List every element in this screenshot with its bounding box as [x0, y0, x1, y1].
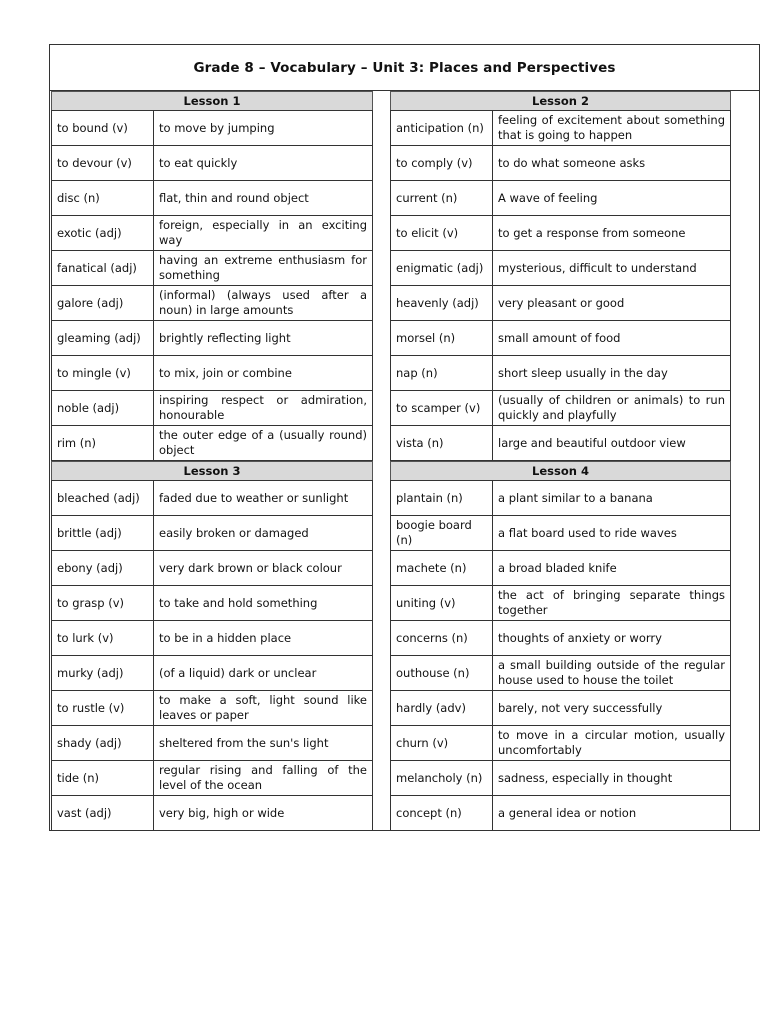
lesson-1-table	[51, 110, 373, 461]
vocab-word: shady (adj)	[52, 726, 154, 761]
vocab-definition: small amount of food	[493, 321, 731, 356]
lesson-3-header: Lesson 3	[51, 461, 373, 480]
vocab-word: plantain (n)	[391, 481, 493, 516]
lesson-3-table	[51, 480, 373, 831]
table-row	[52, 691, 373, 726]
vocab-word: outhouse (n)	[391, 656, 493, 691]
table-row	[391, 516, 731, 551]
table-row	[52, 656, 373, 691]
vocab-word: churn (v)	[391, 726, 493, 761]
vocab-word: enigmatic (adj)	[391, 251, 493, 286]
vocab-definition: a small building outside of the regular house used to house the toilet	[493, 656, 731, 691]
table-row	[52, 216, 373, 251]
vocab-word: to rustle (v)	[52, 691, 154, 726]
vocab-word: nap (n)	[391, 356, 493, 391]
vocab-word: current (n)	[391, 181, 493, 216]
vocab-definition: easily broken or damaged	[154, 516, 373, 551]
vocab-definition: brightly reflecting light	[154, 321, 373, 356]
vocab-word: tide (n)	[52, 761, 154, 796]
vocab-word: concerns (n)	[391, 621, 493, 656]
table-row	[391, 216, 731, 251]
table-row	[391, 356, 731, 391]
table-row	[52, 181, 373, 216]
vocab-definition: feeling of excitement about something that is going to happen	[493, 111, 731, 146]
vocab-word: to elicit (v)	[391, 216, 493, 251]
table-row	[52, 286, 373, 321]
vocab-word: uniting (v)	[391, 586, 493, 621]
lesson-2-header: Lesson 2	[390, 91, 731, 110]
vocab-word: boogie board (n)	[391, 516, 493, 551]
table-row	[52, 111, 373, 146]
table-row	[52, 391, 373, 426]
vocab-definition: sadness, especially in thought	[493, 761, 731, 796]
vocab-definition: to make a soft, light sound like leaves or paper	[154, 691, 373, 726]
vocab-definition: very pleasant or good	[493, 286, 731, 321]
vocab-definition: a broad bladed knife	[493, 551, 731, 586]
table-row	[391, 656, 731, 691]
vocab-definition: inspiring respect or admiration, honourable	[154, 391, 373, 426]
vocab-definition: barely, not very successfully	[493, 691, 731, 726]
table-row	[391, 726, 731, 761]
vocab-definition: to eat quickly	[154, 146, 373, 181]
vocab-word: gleaming (adj)	[52, 321, 154, 356]
page-title: Grade 8 – Vocabulary – Unit 3: Places and Perspectives	[50, 45, 759, 91]
vocab-word: vista (n)	[391, 426, 493, 461]
vocab-definition: to mix, join or combine	[154, 356, 373, 391]
table-row	[52, 621, 373, 656]
vocab-word: to bound (v)	[52, 111, 154, 146]
vocab-word: morsel (n)	[391, 321, 493, 356]
table-row	[391, 286, 731, 321]
table-row	[391, 391, 731, 426]
table-row	[391, 761, 731, 796]
table-row	[52, 516, 373, 551]
lesson-1-panel	[51, 91, 373, 461]
vocab-definition: (informal) (always used after a noun) in large amounts	[154, 286, 373, 321]
table-row	[391, 551, 731, 586]
vocab-word: fanatical (adj)	[52, 251, 154, 286]
lesson-4-panel	[390, 461, 731, 831]
vocab-word: disc (n)	[52, 181, 154, 216]
vocab-word: rim (n)	[52, 426, 154, 461]
vocab-definition: short sleep usually in the day	[493, 356, 731, 391]
vocab-word: to scamper (v)	[391, 391, 493, 426]
vocab-definition: a general idea or notion	[493, 796, 731, 831]
vocab-word: brittle (adj)	[52, 516, 154, 551]
vocab-definition: foreign, especially in an exciting way	[154, 216, 373, 251]
table-row	[52, 761, 373, 796]
lesson-1-header: Lesson 1	[51, 91, 373, 110]
vocab-definition: faded due to weather or sunlight	[154, 481, 373, 516]
vocab-word: concept (n)	[391, 796, 493, 831]
table-row	[52, 481, 373, 516]
table-row	[391, 181, 731, 216]
vocab-definition: very dark brown or black colour	[154, 551, 373, 586]
vocab-definition: regular rising and falling of the level of the ocean	[154, 761, 373, 796]
table-row	[391, 426, 731, 461]
vocab-definition: (usually of children or animals) to run quickly and playfully	[493, 391, 731, 426]
vocab-definition: to be in a hidden place	[154, 621, 373, 656]
vocab-definition: A wave of feeling	[493, 181, 731, 216]
vocab-definition: to move in a circular motion, usually uncomfortably	[493, 726, 731, 761]
vocab-definition: flat, thin and round object	[154, 181, 373, 216]
vocab-word: machete (n)	[391, 551, 493, 586]
vocab-word: bleached (adj)	[52, 481, 154, 516]
table-row	[391, 251, 731, 286]
vocab-definition: large and beautiful outdoor view	[493, 426, 731, 461]
vocab-definition: very big, high or wide	[154, 796, 373, 831]
vocab-definition: mysterious, difficult to understand	[493, 251, 731, 286]
vocab-word: heavenly (adj)	[391, 286, 493, 321]
vocab-definition: sheltered from the sun's light	[154, 726, 373, 761]
vocab-word: noble (adj)	[52, 391, 154, 426]
lesson-3-panel	[51, 461, 373, 831]
vocab-word: melancholy (n)	[391, 761, 493, 796]
vocab-word: anticipation (n)	[391, 111, 493, 146]
vocab-definition: the act of bringing separate things together	[493, 586, 731, 621]
vocab-definition: thoughts of anxiety or worry	[493, 621, 731, 656]
table-row	[52, 551, 373, 586]
vocab-definition: the outer edge of a (usually round) object	[154, 426, 373, 461]
vocab-word: to grasp (v)	[52, 586, 154, 621]
table-row	[52, 586, 373, 621]
table-row	[52, 146, 373, 181]
table-row	[391, 111, 731, 146]
lesson-4-table	[390, 480, 731, 831]
table-row	[391, 586, 731, 621]
vocab-definition: a plant similar to a banana	[493, 481, 731, 516]
vocab-word: to devour (v)	[52, 146, 154, 181]
vocab-definition: to take and hold something	[154, 586, 373, 621]
table-row	[391, 691, 731, 726]
vocab-word: to mingle (v)	[52, 356, 154, 391]
vocab-definition: to do what someone asks	[493, 146, 731, 181]
vocab-word: to lurk (v)	[52, 621, 154, 656]
table-row	[391, 621, 731, 656]
table-row	[391, 796, 731, 831]
table-row	[52, 726, 373, 761]
vocab-word: hardly (adv)	[391, 691, 493, 726]
table-row	[391, 481, 731, 516]
table-row	[391, 146, 731, 181]
table-row	[52, 796, 373, 831]
vocab-word: murky (adj)	[52, 656, 154, 691]
table-row	[52, 426, 373, 461]
vocab-word: to comply (v)	[391, 146, 493, 181]
vocab-definition: to get a response from someone	[493, 216, 731, 251]
lesson-4-header: Lesson 4	[390, 461, 731, 480]
table-row	[391, 321, 731, 356]
vocab-word: exotic (adj)	[52, 216, 154, 251]
vocab-word: galore (adj)	[52, 286, 154, 321]
table-row	[52, 251, 373, 286]
table-row	[52, 321, 373, 356]
vocab-definition: a flat board used to ride waves	[493, 516, 731, 551]
vocab-definition: to move by jumping	[154, 111, 373, 146]
vocab-word: vast (adj)	[52, 796, 154, 831]
table-row	[52, 356, 373, 391]
lesson-2-table	[390, 110, 731, 461]
vocab-word: ebony (adj)	[52, 551, 154, 586]
vocab-definition: (of a liquid) dark or unclear	[154, 656, 373, 691]
vocab-definition: having an extreme enthusiasm for something	[154, 251, 373, 286]
lesson-2-panel	[390, 91, 731, 461]
